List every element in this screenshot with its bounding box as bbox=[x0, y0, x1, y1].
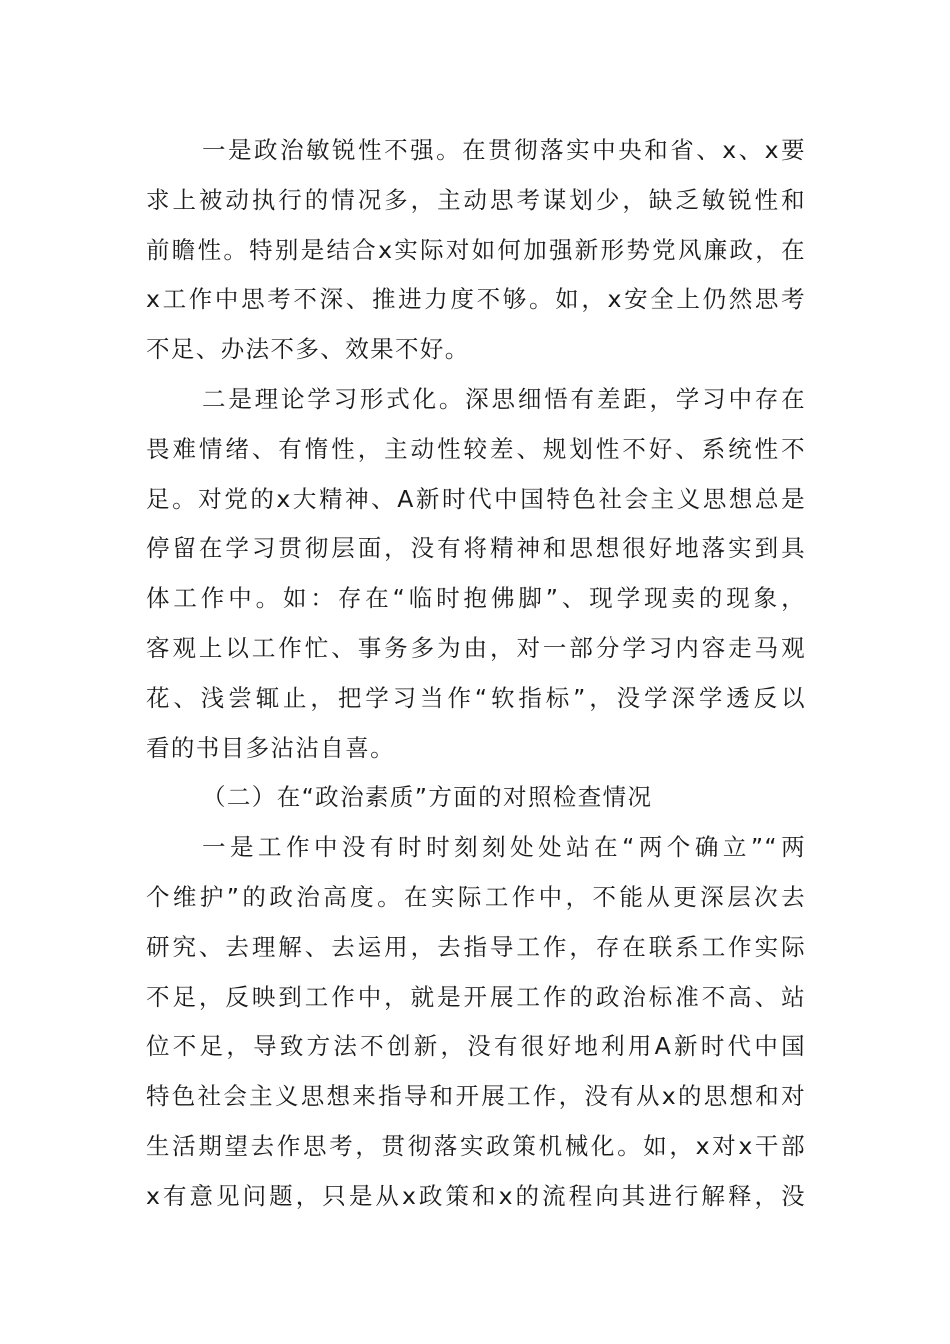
paragraph-theory-study bbox=[146, 375, 806, 773]
paragraph-line: 不足、办法不多、效果不好。 bbox=[146, 335, 470, 364]
paragraph-political-sensitivity bbox=[146, 126, 806, 375]
paragraph-line: 研究、去理解、去运用，去指导工作，存在联系工作实际 bbox=[146, 932, 806, 961]
paragraph-line: 体工作中。如：存在“临时抱佛脚”、现学现卖的现象， bbox=[146, 584, 806, 613]
paragraph-line: 停留在学习贯彻层面，没有将精神和思想很好地落实到具 bbox=[146, 534, 806, 563]
paragraph-line: 求上被动执行的情况多，主动思考谋划少，缺乏敏锐性和 bbox=[146, 185, 806, 214]
paragraph-line: 畏难情绪、有惰性，主动性较差、规划性不好、系统性不 bbox=[146, 434, 806, 463]
paragraph-political-stance bbox=[146, 823, 806, 1221]
paragraph-line: 二是理论学习形式化。深思细悟有差距，学习中存在 bbox=[202, 384, 806, 413]
paragraph-line: x工作中思考不深、推进力度不够。如，x安全上仍然思考 bbox=[146, 285, 806, 314]
section-heading: （二）在“政治素质”方面的对照检查情况 bbox=[202, 783, 653, 812]
paragraph-line: 足。对党的x大精神、A新时代中国特色社会主义思想总是 bbox=[146, 484, 806, 513]
paragraph-line: 一是工作中没有时时刻刻处处站在“两个确立”“两 bbox=[202, 833, 806, 862]
paragraph-line: 一是政治敏锐性不强。在贯彻落实中央和省、x、x要 bbox=[202, 136, 806, 164]
paragraph-line: 生活期望去作思考，贯彻落实政策机械化。如，x对x干部 bbox=[146, 1131, 806, 1160]
paragraph-line: 个维护”的政治高度。在实际工作中，不能从更深层次去 bbox=[146, 882, 806, 911]
paragraph-line: 特色社会主义思想来指导和开展工作，没有从x的思想和对 bbox=[146, 1082, 806, 1111]
paragraph-line: 前瞻性。特别是结合x实际对如何加强新形势党风廉政，在 bbox=[146, 235, 806, 264]
paragraph-line: 位不足，导致方法不创新，没有很好地利用A新时代中国 bbox=[146, 1032, 806, 1061]
paragraph-line: x有意见问题，只是从x政策和x的流程向其进行解释，没 bbox=[146, 1181, 806, 1210]
paragraph-line: 看的书目多沾沾自喜。 bbox=[146, 733, 395, 762]
paragraph-line: 客观上以工作忙、事务多为由，对一部分学习内容走马观 bbox=[146, 633, 806, 662]
paragraph-line: 不足，反映到工作中，就是开展工作的政治标准不高、站 bbox=[146, 982, 806, 1011]
paragraph-line: 花、浅尝辄止，把学习当作“软指标”，没学深学透反以 bbox=[146, 683, 806, 712]
document-body bbox=[146, 126, 806, 1222]
